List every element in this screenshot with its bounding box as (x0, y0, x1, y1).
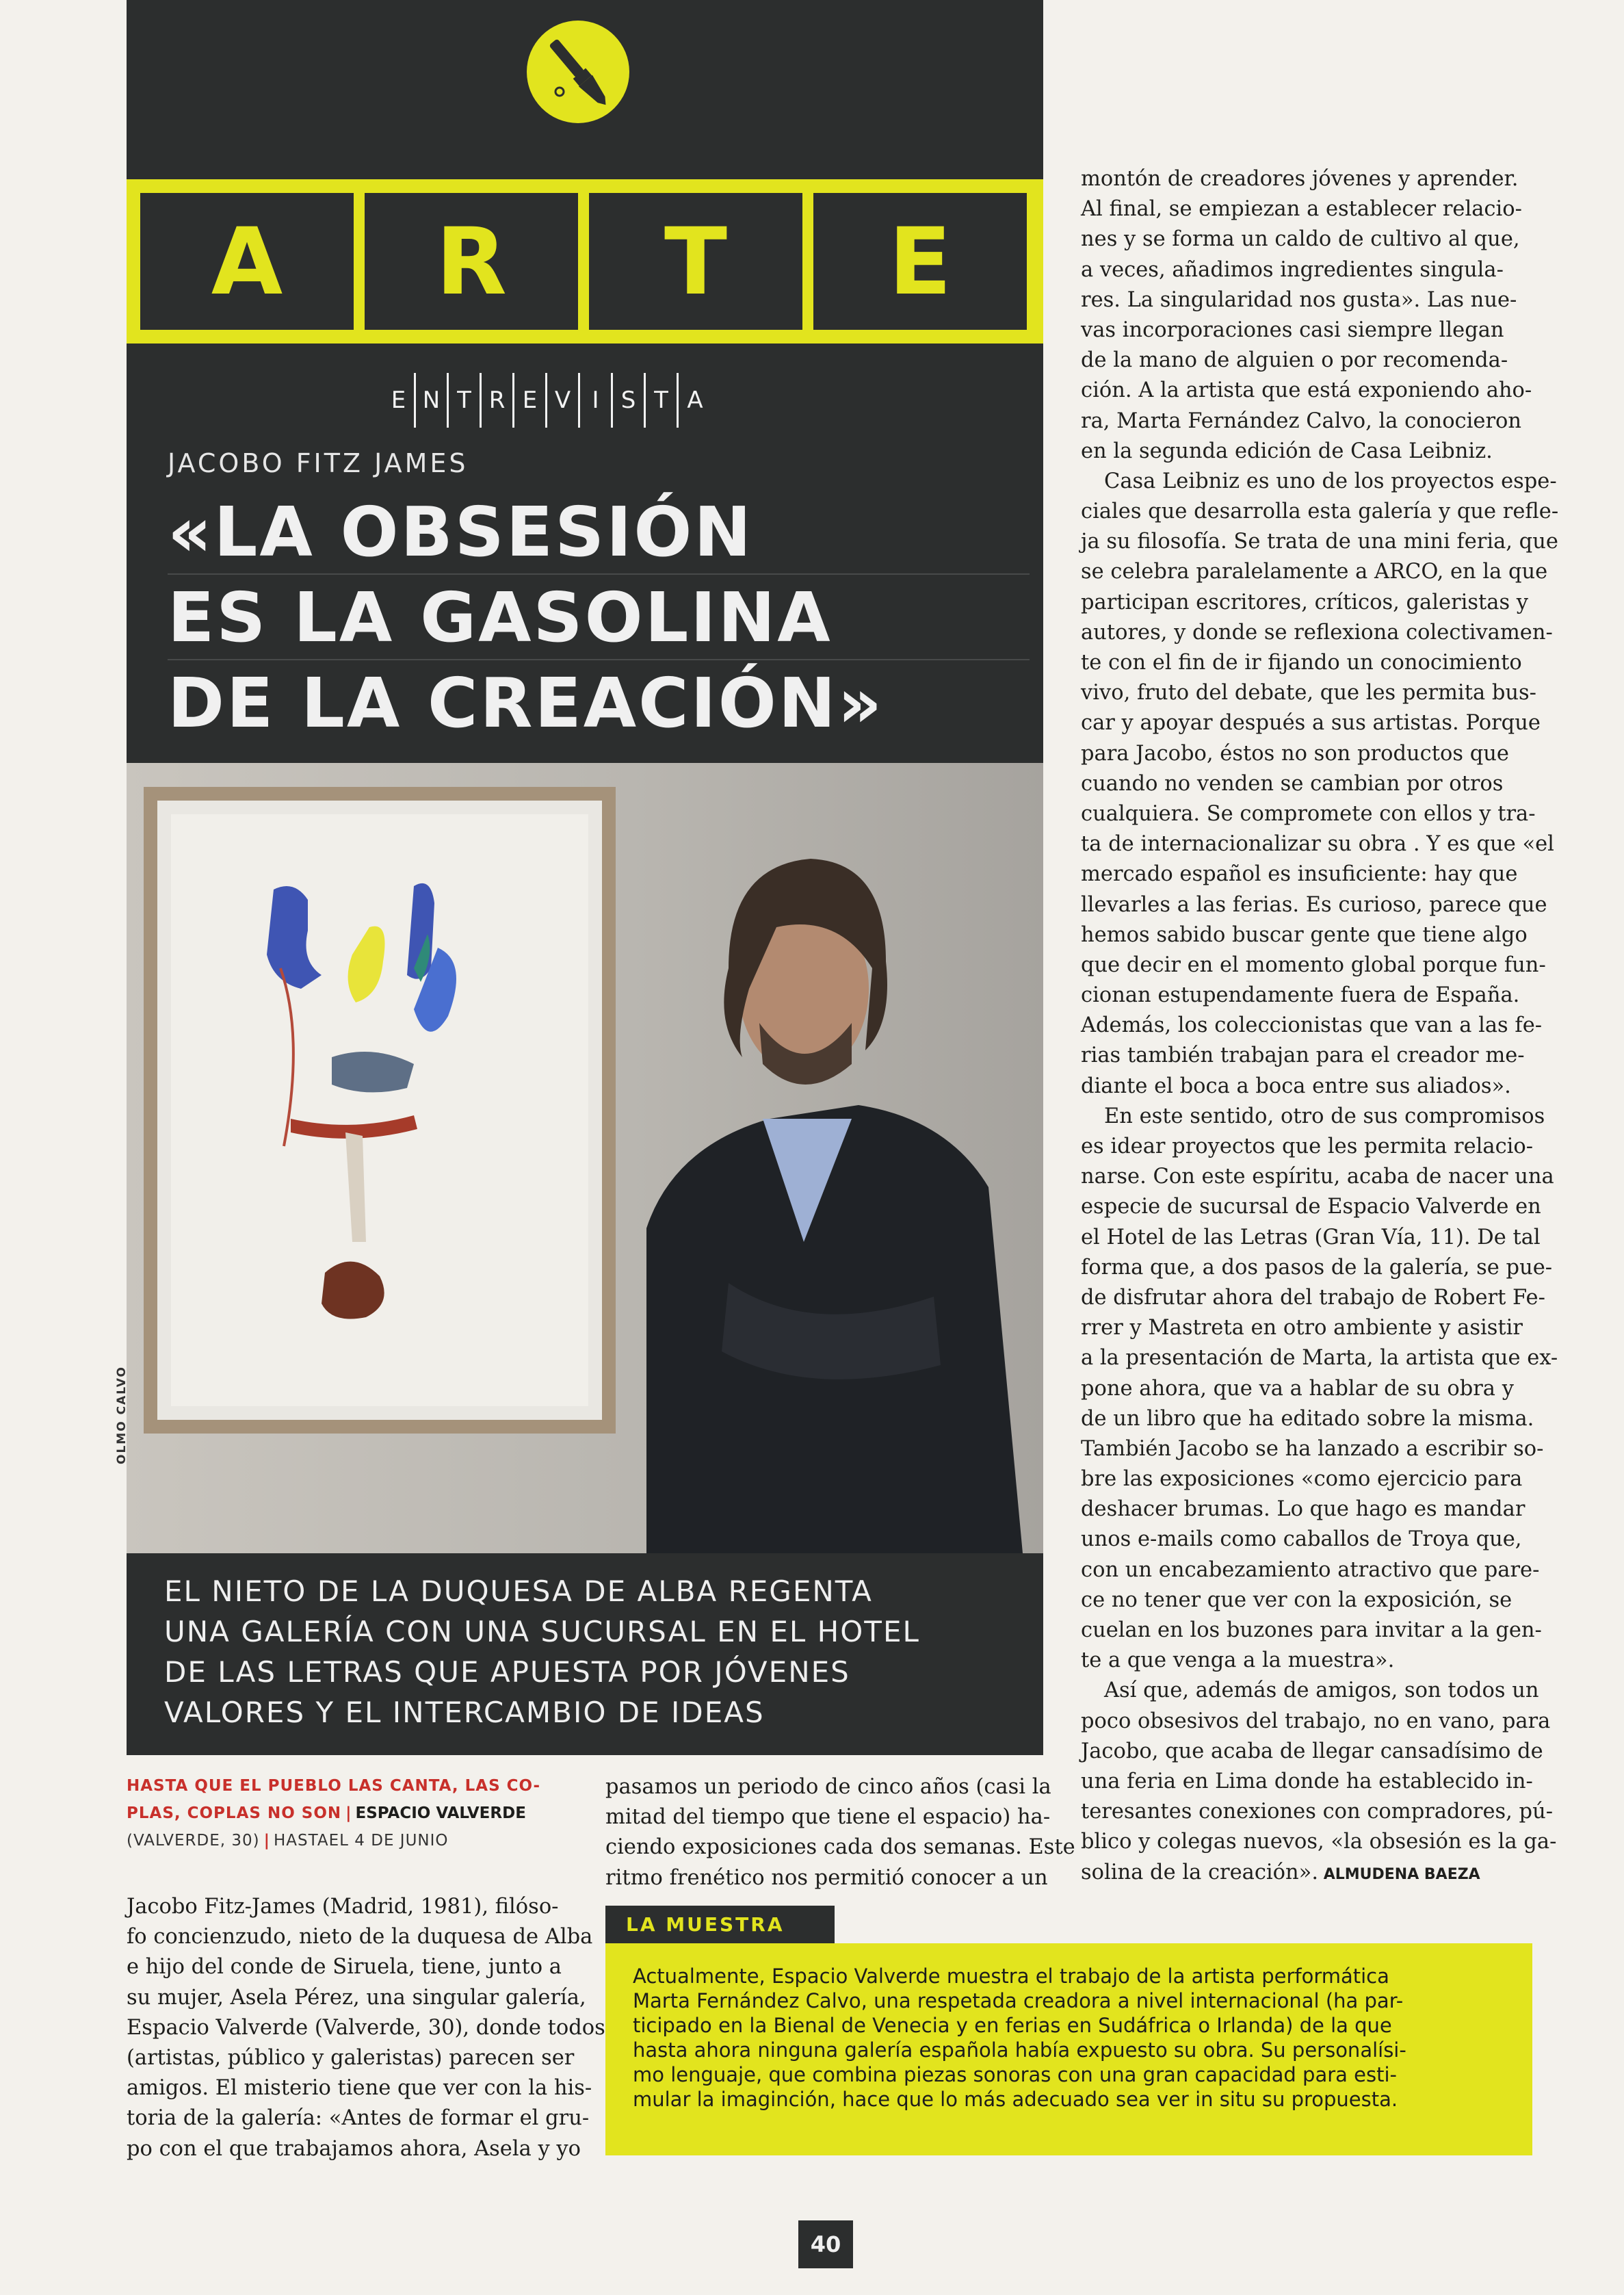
exhibition-title: PLAS, COPLAS NO SON (127, 1804, 342, 1822)
text-line: poco obsesivos del trabajo, no en vano, para (1081, 1709, 1551, 1733)
text-line: se celebra paralelamente a ARCO, en la que (1081, 560, 1548, 584)
text-line: po con el que trabajamos ahora, Asela y yo (127, 2136, 581, 2161)
exhibition-venue: ESPACIO VALVERDE (355, 1804, 526, 1822)
text-line: el Hotel de las Letras (Gran Vía, 11). De tal (1081, 1225, 1541, 1249)
text-line: vas incorporaciones casi siempre llegan (1081, 317, 1504, 342)
text-line: teresantes conexiones con compradores, pú- (1081, 1800, 1554, 1824)
text-line: a la presentación de Marta, la artista que ex- (1081, 1346, 1558, 1371)
text-line: diante el boca a boca entre sus aliados». (1081, 1074, 1511, 1098)
kicker-letter: A (687, 387, 703, 414)
text-line: participan escritores, críticos, galeristas y (1081, 590, 1529, 614)
text-line: de la mano de alguien o por recomenda- (1081, 348, 1508, 373)
text-line: unos e-mails como caballos de Troya que, (1081, 1527, 1522, 1552)
text-line: Así que, además de amigos, son todos un (1104, 1678, 1539, 1703)
right-column (1081, 164, 1559, 1888)
sidebar-line: Marta Fernández Calvo, una respetada creadora a nivel internacional (ha par- (633, 1989, 1404, 2012)
kicker-letter: E (383, 373, 416, 428)
kicker-entrevista (383, 373, 711, 428)
text-line: ja su filosofía. Se trata de una mini feria, que (1081, 530, 1558, 554)
kicker-letter: R (482, 373, 514, 428)
text-line: vivo, fruto del debate, que les permita bus- (1081, 681, 1536, 705)
text-line: Al final, se empiezan a establecer relacio- (1081, 197, 1522, 222)
sidebar-label: LA MUESTRA (605, 1906, 835, 1943)
subhead-line: UNA GALERÍA CON UNA SUCURSAL EN EL HOTEL (164, 1615, 920, 1648)
left-column (127, 1892, 605, 2164)
section-letter: R (365, 193, 578, 330)
sidebar-line: hasta ahora ninguna galería española había expuesto su obra. Su personalísi- (633, 2038, 1406, 2062)
text-line: a veces, añadimos ingredientes singula- (1081, 257, 1504, 282)
photo-credit: OLMO CALVO (115, 1365, 129, 1464)
text-line: deshacer brumas. Lo que hago es mandar (1081, 1497, 1525, 1522)
separator: | (345, 1804, 352, 1822)
text-line: con un encabezamiento atractivo que pare- (1081, 1557, 1540, 1582)
text-line: cuando no venden se cambian por otros (1081, 771, 1504, 796)
text-line: rias también trabajan para el creador me- (1081, 1043, 1525, 1068)
text-line: En este sentido, otro de sus compromisos (1104, 1104, 1545, 1128)
interviewee-name: JACOBO FITZ JAMES (168, 448, 469, 478)
text-line: (artistas, público y galeristas) parecen ser (127, 2045, 575, 2070)
text-line: ciendo exposiciones cada dos semanas. Este (605, 1835, 1075, 1860)
text-line: forma que, a dos pasos de la galería, se pue- (1081, 1255, 1553, 1280)
text-line: nes y se forma un caldo de cultivo al que, (1081, 227, 1520, 252)
sidebar-line: Actualmente, Espacio Valverde muestra el trabajo de la artista performática (633, 1965, 1389, 1988)
text-line: rrer y Mastreta en otro ambiente y asistir (1081, 1316, 1523, 1340)
byline: ALMUDENA BAEZA (1318, 1865, 1480, 1883)
text-line: montón de creadores jóvenes y aprender. (1081, 167, 1519, 191)
section-letter: E (813, 193, 1027, 330)
kicker-letter: V (547, 373, 580, 428)
sidebar-line: ticipado en la Bienal de Venecia y en ferias en Sudáfrica o Irlanda) de la que (633, 2014, 1392, 2037)
text-line: ción. A la artista que está exponiendo aho- (1081, 378, 1532, 403)
text-line: de disfrutar ahora del trabajo de Robert Fe- (1081, 1285, 1545, 1310)
kicker-letter: E (514, 373, 547, 428)
text-line: su mujer, Asela Pérez, una singular galería, (127, 1985, 586, 2010)
text-line: llevarles a las ferias. Es curioso, parece que (1081, 892, 1547, 917)
text-line: fo concienzudo, nieto de la duquesa de Alba (127, 1925, 593, 1949)
section-letter: T (589, 193, 802, 330)
subheadline (127, 1553, 1043, 1755)
section-title-bar (127, 179, 1043, 343)
separator: | (263, 1832, 270, 1850)
text-line: Casa Leibniz es uno de los proyectos espe- (1104, 469, 1557, 493)
exhibition-dates: HASTAEL 4 DE JUNIO (274, 1832, 449, 1850)
text-line: ritmo frenético nos permitió conocer a un (605, 1865, 1048, 1890)
headline (168, 489, 1030, 746)
sidebar-line: mular la imaginción, hace que lo más adecuado sea ver in situ su propuesta. (633, 2088, 1398, 2111)
text-line: toria de la galería: «Antes de formar el gru- (127, 2106, 590, 2131)
text-line: Jacobo Fitz-James (Madrid, 1981), filóso- (127, 1895, 559, 1919)
headline-line: DE LA CREACIÓN» (168, 663, 885, 743)
headline-line: «LA OBSESIÓN (168, 489, 1030, 575)
text-line: car y apoyar después a sus artistas. Porque (1081, 711, 1541, 736)
text-line: pone ahora, que va a hablar de su obra y (1081, 1376, 1514, 1401)
page-number: 40 (798, 2220, 853, 2268)
text-line: para Jacobo, éstos no son productos que (1081, 741, 1509, 766)
text-line: pasamos un periodo de cinco años (casi la (605, 1775, 1051, 1799)
text-line: Además, los coleccionistas que van a las fe- (1081, 1013, 1543, 1038)
kicker-letter: N (416, 373, 449, 428)
text-line: Espacio Valverde (Valverde, 30), donde todos (127, 2015, 605, 2040)
portrait-photo (127, 763, 1043, 1553)
text-line: ta de internacionalizar su obra . Y es que «el (1081, 832, 1554, 857)
section-letter: A (140, 193, 354, 330)
text-line: hemos sabido buscar gente que tiene algo (1081, 922, 1528, 947)
text-line: que decir en el momento global porque fun- (1081, 952, 1546, 977)
exhibition-title: HASTA QUE EL PUEBLO LAS CANTA, LAS CO- (127, 1777, 541, 1795)
text-line: e hijo del conde de Siruela, tiene, junto a (127, 1955, 562, 1980)
text-line: mercado español es insuficiente: hay que (1081, 862, 1518, 887)
kicker-letter: T (646, 373, 679, 428)
middle-column (605, 1772, 1075, 1893)
sidebar-box (605, 1943, 1532, 2155)
text-line: Jacobo, que acaba de llegar cansadísimo de (1081, 1739, 1543, 1763)
text-line: También Jacobo se ha lanzado a escribir so- (1081, 1436, 1544, 1461)
text-line: ra, Marta Fernández Calvo, la conocieron (1081, 409, 1522, 433)
text-line: cuelan en los buzones para invitar a la gen- (1081, 1618, 1542, 1642)
text-line: solina de la creación». ALMUDENA BAEZA (1081, 1860, 1480, 1884)
exhibition-info (127, 1772, 578, 1854)
headline-line: ES LA GASOLINA (168, 575, 1030, 660)
text-line: te a que venga a la muestra». (1081, 1648, 1395, 1673)
kicker-letter: S (613, 373, 646, 428)
text-line: cualquiera. Se compromete con ellos y tra- (1081, 801, 1536, 826)
subhead-line: DE LAS LETRAS QUE APUESTA POR JÓVENES (164, 1655, 850, 1689)
exhibition-address: (VALVERDE, 30) (127, 1832, 260, 1850)
subhead-line: VALORES Y EL INTERCAMBIO DE IDEAS (164, 1696, 765, 1729)
text-line: mitad del tiempo que tiene el espacio) ha- (605, 1805, 1051, 1830)
text-line: ciales que desarrolla esta galería y que refle- (1081, 500, 1559, 524)
text-line: ce no tener que ver con la exposición, se (1081, 1587, 1512, 1612)
text-line: en la segunda edición de Casa Leibniz. (1081, 439, 1493, 463)
text-line: de un libro que ha editado sobre la misma. (1081, 1406, 1534, 1431)
text-line: bre las exposiciones «como ejercicio para (1081, 1467, 1523, 1492)
text-line: res. La singularidad nos gusta». Las nue- (1081, 287, 1517, 312)
paintbrush-logo-icon (527, 21, 629, 123)
text-line: una feria en Lima donde ha establecido in- (1081, 1769, 1533, 1793)
text-line: autores, y donde se reflexiona colectivamen- (1081, 620, 1553, 645)
text-line: narse. Con este espíritu, acaba de nacer una (1081, 1165, 1554, 1189)
text-line: especie de sucursal de Espacio Valverde en (1081, 1195, 1541, 1219)
kicker-letter: T (449, 373, 482, 428)
text-line: cionan estupendamente fuera de España. (1081, 983, 1520, 1008)
text-line: te con el fin de ir fijando un conocimiento (1081, 651, 1522, 675)
text-line: amigos. El misterio tiene que ver con la his- (127, 2076, 592, 2101)
text-line: blico y colegas nuevos, «la obsesión es la ga- (1081, 1830, 1557, 1854)
text-line: es idear proyectos que les permita relacio- (1081, 1134, 1534, 1158)
sidebar-line: mo lenguaje, que combina piezas sonoras con una gran capacidad para esti- (633, 2063, 1397, 2086)
kicker-letter: I (580, 373, 613, 428)
subhead-line: EL NIETO DE LA DUQUESA DE ALBA REGENTA (164, 1574, 873, 1608)
